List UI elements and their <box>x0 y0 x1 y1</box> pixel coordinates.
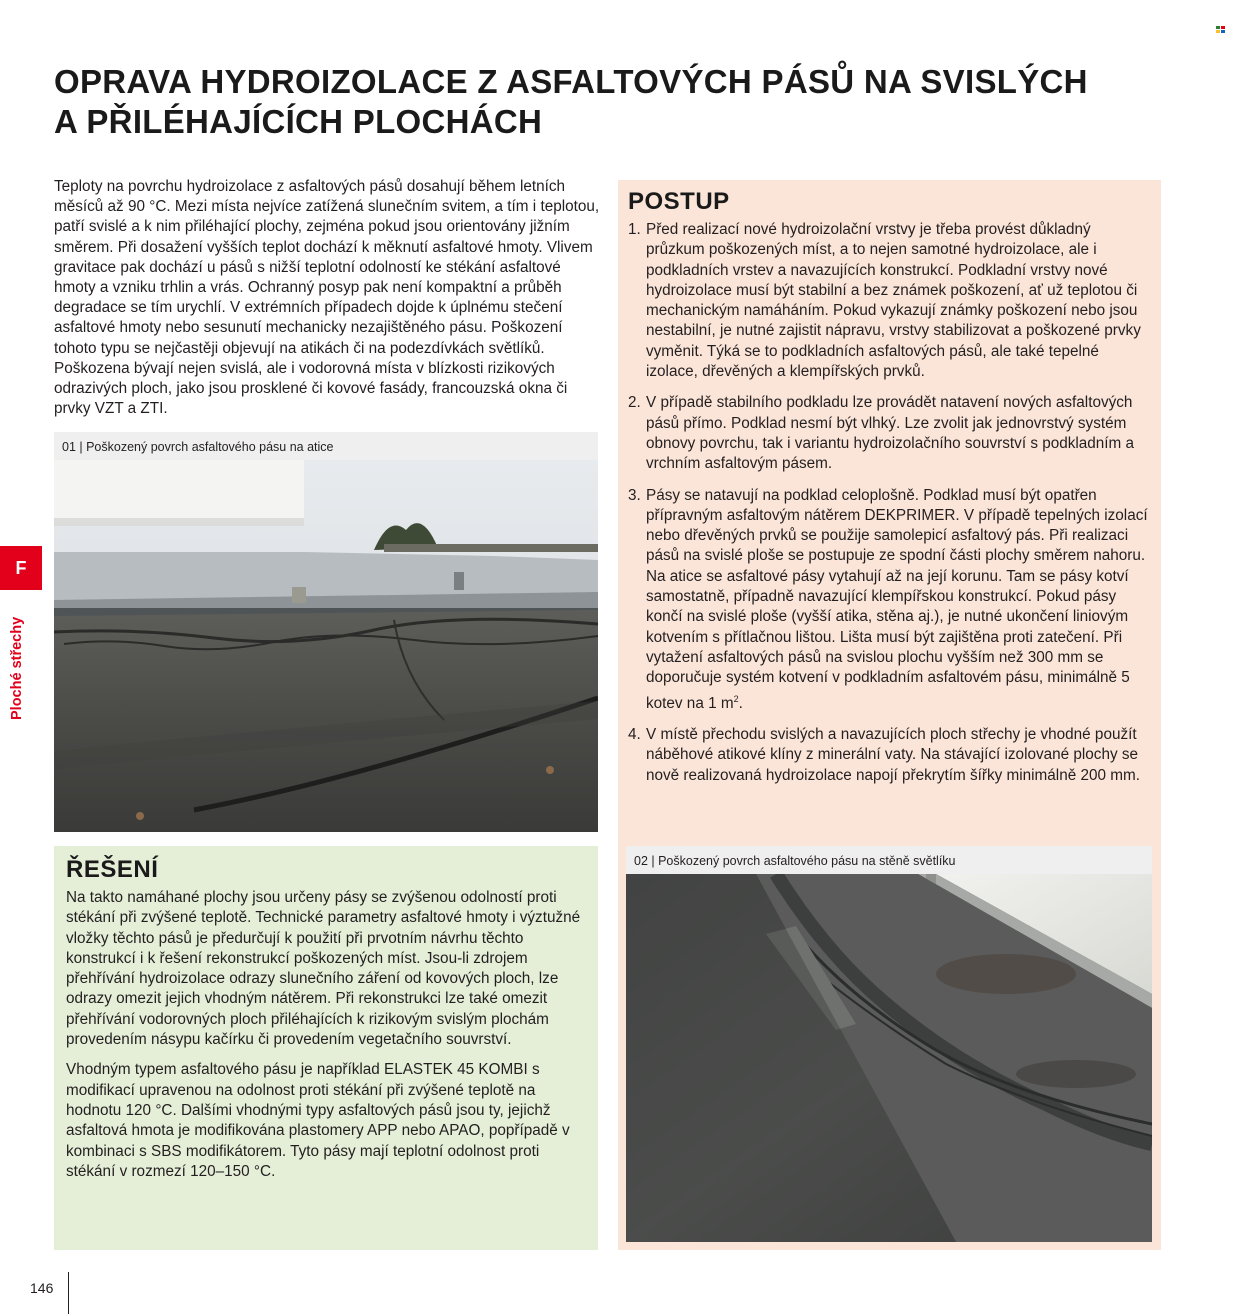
logo-mark-icon <box>1216 26 1226 34</box>
postup-step-text: Pásy se natavují na podklad celoplošně. Podklad musí být opatřen přípravným asfaltovým nátěrem DEKPRIMER. V případě tepelných izolací nebo dřevěných prvků se použije samolepicí asfaltový pás. Při realizaci pásů na svislé ploše se postupuje ze spodní části plochy směrem nahoru. Na atice se asfaltové pásy vytahují až na její korunu. Tam se pásy kotví samostatně, případně navazující klempířskou konstrukcí. Pokud pásy končí na svislé ploše (vyšší atika, stěna aj.), je nutné ukončení liniovým kotvením s přítlačnou lištou. Lišta musí být zajištěna proti zatečení. Při vytažení asfaltových pásů na svislou plochu vyšším než 300 mm se doporučuje systém kotvení v podkladním asfaltovém pásu, minimálně 5 kotev na 1 m <box>646 486 1148 712</box>
postup-step-number: 2. <box>628 394 641 412</box>
postup-step-number: 4. <box>628 725 641 743</box>
postup-steps <box>628 220 1151 786</box>
reseni-paragraph-2: Vhodným typem asfaltového pásu je například ELASTEK 45 KOMBI s modifikací upravenou na odolnost proti stékání při zvýšené teplotě na hodnotu 120 °C. Dalšími vhodnými typy asfaltových pásů jsou ty, jejichž asfaltová hmota je modifikována plastomery APP nebo APAO, popřípadě v kombinaci s SBS modifikátorem. Tyto pásy mají teplotní odolnost proti stékání v rozmezí 120–150 °C. <box>66 1061 570 1180</box>
postup-step <box>628 393 1151 474</box>
postup-step-number: 1. <box>628 221 641 238</box>
page-title-line-2: A PŘILÉHAJÍCÍCH PLOCHÁCH <box>54 103 543 140</box>
intro-paragraph: Teploty na povrchu hydroizolace z asfaltových pásů dosahují během letních měsíců až 90 °C. Mezi místa nejvíce zatížená slunečním svitem, a tím i teplotou, patří svislé a k nim přiléhající plochy, zejména pokud jsou orientovány jižním směrem. Při dosažení vyšších teplot dochází k měknutí asfaltové hmoty. Vlivem gravitace pak dochází u pásů s nižší teplotní odolností ke stékání asfaltové hmoty a vzniku trhlin a vrás. Ochranný posyp pak není kompaktní a průběh degradace se tím urychlí. V extrémních případech dojde k úplnému stečení asfaltové hmoty nebo sesunutí mechanicky nezajištěného pásu. Poškození tohoto typu se nejčastěji objevují na atikách či na podezdívkách světlíků. Poškozena bývají nejen svislá, ale i vodorovná místa v blízkosti rizikových odrazivých ploch, jako jsou prosklené či kovové fasády, francouzská okna či prvky VZT a ZTI. <box>54 178 600 418</box>
postup-step-number: 3. <box>628 486 641 504</box>
postup-heading: POSTUP <box>628 188 730 215</box>
figure-01 <box>54 432 598 832</box>
page-title <box>54 62 1174 142</box>
postup-step-text: V případě stabilního podkladu lze provádět natavení nových asfaltových pásů přímo. Podklad nesmí být vlhký. Lze zvolit jak jednovrstvý systém obnovy povrchu, tak i variantu hydroizolačního souvrství s podkladním a vrchním asfaltovým pásem. <box>646 394 1135 473</box>
figure-02-caption: 02 | Poškozený povrch asfaltového pásu na stěně světlíku <box>634 854 956 868</box>
page-number-divider <box>68 1272 69 1314</box>
reseni-box <box>54 846 598 1250</box>
chapter-label: Ploché střechy <box>9 616 25 720</box>
figure-02 <box>626 846 1152 1242</box>
chapter-tab: F <box>0 546 42 590</box>
page-number: 146 <box>30 1280 54 1296</box>
page-title-line-1: OPRAVA HYDROIZOLACE Z ASFALTOVÝCH PÁSŮ NA SVISLÝCH <box>54 63 1088 100</box>
postup-step <box>628 220 1151 382</box>
postup-step-superscript: 2 <box>733 693 739 704</box>
postup-step <box>628 486 1151 714</box>
postup-step-text-end: . <box>738 694 743 712</box>
postup-step-text: Před realizací nové hydroizolační vrstvy je třeba provést důkladný průzkum poškozených míst, a to nejen samotné hydroizolace, ale i podkladních vrstev a navazujících konstrukcí. Podkladní vrstvy nové hydroizolace musí být stabilní a bez známek poškození, ať už teplotou či mechanickým namáháním. Pokud vykazují známky poškození nebo jsou nestabilní, je nutné zajistit nápravu, vrstvy stabilizovat a poškozené prvky vyměnit. Týká se to podkladních asfaltových pásů, ale také tepelné izolace, dřevěných a klempířských prvků. <box>646 221 1141 381</box>
figure-01-photo <box>54 460 598 832</box>
postup-step-text: V místě přechodu svislých a navazujících ploch střechy je vhodné použít náběhové atikové klíny z minerální vaty. Na stávající izolované plochy se nově realizovaná hydroizolace napojí překrytím šířky minimálně 200 mm. <box>646 725 1140 784</box>
reseni-heading: ŘEŠENÍ <box>66 856 159 883</box>
figure-01-caption: 01 | Poškozený povrch asfaltového pásu na atice <box>62 440 334 454</box>
postup-step <box>628 725 1151 786</box>
figure-02-photo <box>626 874 1152 1242</box>
reseni-paragraph-1: Na takto namáhané plochy jsou určeny pásy se zvýšenou odolností proti stékání při zvýšené teplotě. Technické parametry asfaltové hmoty i výztužné vložky těchto pásů je předurčují k použití při prvotním návrhu těchto konstrukcí i k řešení rekonstrukcí poškozených míst. Jsou-li zdrojem přehřívání hydroizolace odrazy slunečního záření od kovových ploch, lze odrazy omezit jejich vhodným nátěrem. Při rekonstrukci lze také omezit přehřívání vodorovných ploch přiléhajících k rizikovým svislým plochám provedením násypu kačírku či provedením vegetačního souvrství. <box>66 889 581 1049</box>
